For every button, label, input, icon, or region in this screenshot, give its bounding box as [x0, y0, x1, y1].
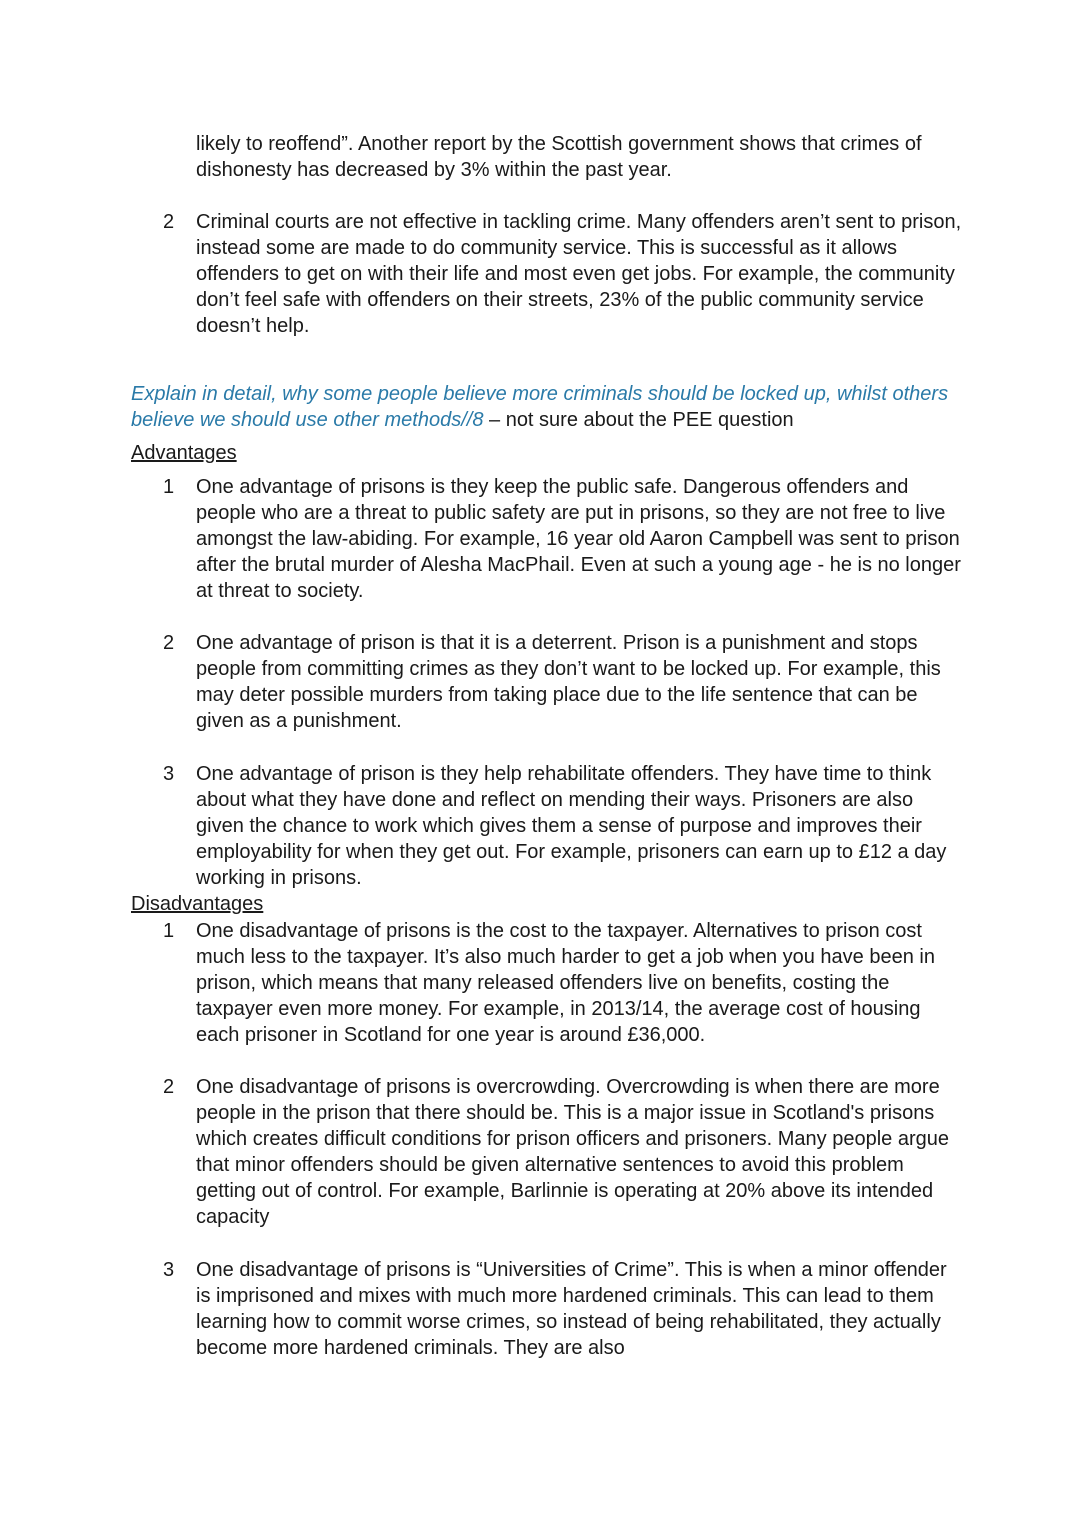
question-note: – not sure about the PEE question	[483, 409, 794, 431]
item-number: 1	[163, 476, 175, 498]
intro-continuation: likely to reoffend”. Another report by the Scottish government shows that crimes of dishonesty has decreased by 3% within the past year.	[196, 133, 922, 181]
item-number: 1	[163, 920, 175, 942]
advantages-heading: Advantages	[131, 442, 237, 464]
item-text: One disadvantage of prisons is the cost to the taxpayer. Alternatives to prison cost much less to the taxpayer. It’s also much harder to get a job when you have been in prison, which means that many released offenders live on benefits, costing the taxpayer even more money. For example, in 2013/14, the average cost of housing each prisoner in Scotland for one year is around £36,000.	[196, 920, 935, 1046]
disadvantages-heading: Disadvantages	[131, 893, 264, 915]
item-text: One disadvantage of prisons is “Universities of Crime”. This is when a minor offender is imprisoned and mixes with much more hardened criminals. This can lead to them learning how to commit worse crimes, so instead of being rehabilitated, they actually become more hardened criminals. They are also	[196, 1259, 947, 1359]
question-text: Explain in detail, why some people believe more criminals should be locked up, whilst others believe we should use other methods//8	[131, 383, 949, 431]
item-text: One advantage of prisons is they keep the public safe. Dangerous offenders and people who are a threat to public safety are put in prisons, so they are not free to live amongst the law-abiding. For example, 16 year old Aaron Campbell was sent to prison after the brutal murder of Alesha MacPhail. Even at such a young age - he is no longer at threat to society.	[196, 476, 961, 602]
item-text: One advantage of prison is that it is a deterrent. Prison is a punishment and stops people from committing crimes as they don’t want to be locked up. For example, this may deter possible murders from taking place due to the life sentence that can be given as a punishment.	[196, 632, 941, 732]
item-number: 2	[163, 1076, 175, 1098]
item-number: 2	[163, 632, 175, 654]
item-number: 2	[163, 211, 175, 233]
item-number: 3	[163, 1259, 175, 1281]
exam-question	[131, 381, 971, 433]
item-text: One advantage of prison is they help rehabilitate offenders. They have time to think about what they have done and reflect on mending their ways. Prisoners are also given the chance to work which gives them a sense of purpose and improves their employability for when they get out. For example, prisoners can earn up to £12 a day working in prisons.	[196, 763, 947, 889]
item-number: 3	[163, 763, 175, 785]
item-text: One disadvantage of prisons is overcrowding. Overcrowding is when there are more people in the prison that there should be. This is a major issue in Scotland's prisons which creates difficult conditions for prison officers and prisoners. Many people argue that minor offenders should be given alternative sentences to avoid this problem getting out of control. For example, Barlinnie is operating at 20% above its intended capacity	[196, 1076, 949, 1228]
item-text: Criminal courts are not effective in tackling crime. Many offenders aren’t sent to prison, instead some are made to do community service. This is successful as it allows offenders to get on with their life and most even get jobs. For example, the community don’t feel safe with offenders on their streets, 23% of the public community service doesn’t help.	[196, 211, 962, 337]
